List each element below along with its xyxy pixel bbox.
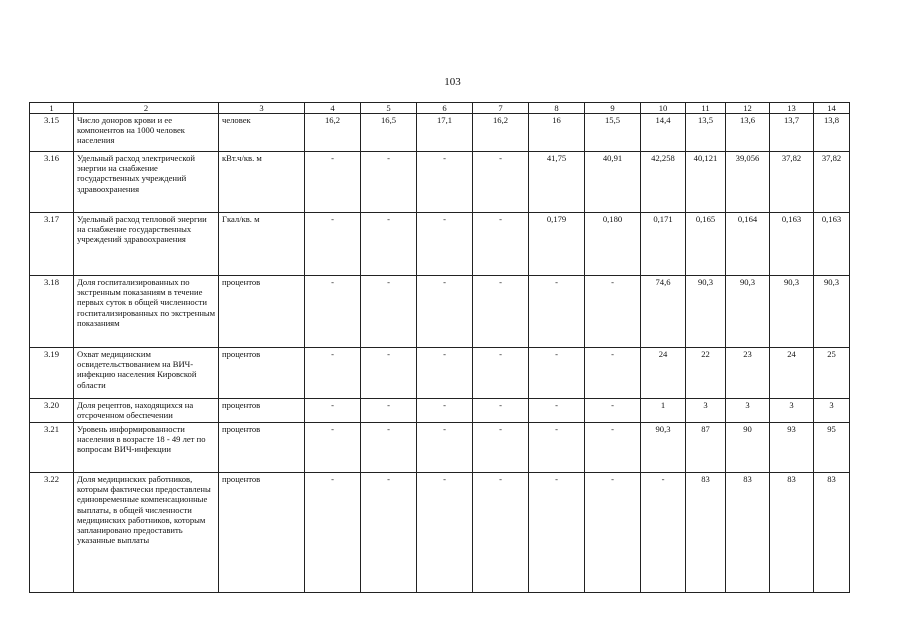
indicator-value: 0,165 <box>686 213 726 276</box>
indicator-value: - <box>361 213 417 276</box>
indicator-value: - <box>585 473 641 593</box>
indicator-value: - <box>305 152 361 213</box>
indicator-value: - <box>417 348 473 399</box>
table-row <box>30 114 850 152</box>
table-row <box>30 276 850 348</box>
indicator-value: 83 <box>726 473 770 593</box>
indicator-value: - <box>641 473 686 593</box>
indicator-name: Доля госпитализированных по экстренным показаниям в течение первых суток в общей численности госпитализированных по экстренным показаниям <box>74 276 219 348</box>
indicator-value: 3 <box>686 399 726 423</box>
indicator-value: - <box>473 276 529 348</box>
indicator-code: 3.15 <box>30 114 74 152</box>
indicator-value: 95 <box>814 423 850 473</box>
indicator-value: 25 <box>814 348 850 399</box>
indicator-code: 3.16 <box>30 152 74 213</box>
indicator-value: - <box>305 348 361 399</box>
indicator-value: - <box>417 473 473 593</box>
column-header: 14 <box>814 103 850 114</box>
column-header: 8 <box>529 103 585 114</box>
indicator-value: 0,171 <box>641 213 686 276</box>
indicator-value: - <box>585 399 641 423</box>
table-row <box>30 152 850 213</box>
table-row <box>30 423 850 473</box>
indicator-value: - <box>361 348 417 399</box>
indicator-value: 90,3 <box>814 276 850 348</box>
indicator-value: - <box>305 399 361 423</box>
indicator-code: 3.17 <box>30 213 74 276</box>
indicator-code: 3.18 <box>30 276 74 348</box>
indicator-value: - <box>585 423 641 473</box>
indicator-value: - <box>473 348 529 399</box>
indicator-value: 74,6 <box>641 276 686 348</box>
indicator-unit: человек <box>219 114 305 152</box>
indicator-value: 83 <box>686 473 726 593</box>
indicator-value: 93 <box>770 423 814 473</box>
indicator-value: 13,8 <box>814 114 850 152</box>
indicator-value: 24 <box>641 348 686 399</box>
indicator-value: 17,1 <box>417 114 473 152</box>
indicator-value: - <box>529 348 585 399</box>
indicator-value: - <box>361 276 417 348</box>
indicator-value: 90,3 <box>686 276 726 348</box>
indicator-unit: процентов <box>219 423 305 473</box>
indicator-value: 90,3 <box>770 276 814 348</box>
indicator-value: 13,6 <box>726 114 770 152</box>
indicator-name: Число доноров крови и ее компонентов на 1000 человек населения <box>74 114 219 152</box>
indicator-value: 16,5 <box>361 114 417 152</box>
indicator-name: Удельный расход электрической энергии на снабжение государственных учреждений здравоохранения <box>74 152 219 213</box>
indicator-value: 0,164 <box>726 213 770 276</box>
indicator-value: 87 <box>686 423 726 473</box>
column-header: 3 <box>219 103 305 114</box>
indicator-name: Удельный расход тепловой энергии на снабжение государственных учреждений здравоохранения <box>74 213 219 276</box>
column-header: 2 <box>74 103 219 114</box>
indicator-code: 3.20 <box>30 399 74 423</box>
indicator-value: 16,2 <box>473 114 529 152</box>
indicator-value: 22 <box>686 348 726 399</box>
indicator-value: - <box>585 276 641 348</box>
indicator-value: - <box>585 348 641 399</box>
indicator-value: 13,7 <box>770 114 814 152</box>
indicator-code: 3.19 <box>30 348 74 399</box>
indicator-value: 24 <box>770 348 814 399</box>
indicator-code: 3.22 <box>30 473 74 593</box>
indicator-value: - <box>473 152 529 213</box>
indicator-value: 0,180 <box>585 213 641 276</box>
indicator-name: Уровень информированности населения в возрасте 18 - 49 лет по вопросам ВИЧ-инфекции <box>74 423 219 473</box>
column-header: 6 <box>417 103 473 114</box>
indicator-value: 40,121 <box>686 152 726 213</box>
column-header: 11 <box>686 103 726 114</box>
indicator-value: - <box>417 276 473 348</box>
indicator-value: - <box>529 276 585 348</box>
column-header: 7 <box>473 103 529 114</box>
indicator-value: 3 <box>770 399 814 423</box>
indicator-unit: Гкал/кв. м <box>219 213 305 276</box>
indicator-value: 1 <box>641 399 686 423</box>
indicator-unit: процентов <box>219 276 305 348</box>
indicator-value: 42,258 <box>641 152 686 213</box>
indicator-value: - <box>417 152 473 213</box>
column-header: 10 <box>641 103 686 114</box>
indicator-unit: процентов <box>219 348 305 399</box>
indicator-value: - <box>305 423 361 473</box>
indicator-value: - <box>305 213 361 276</box>
indicator-value: - <box>473 213 529 276</box>
indicator-value: 37,82 <box>770 152 814 213</box>
indicator-value: - <box>529 473 585 593</box>
indicator-value: 23 <box>726 348 770 399</box>
table-row <box>30 399 850 423</box>
indicator-unit: кВт.ч/кв. м <box>219 152 305 213</box>
indicator-value: 15,5 <box>585 114 641 152</box>
indicator-value: - <box>361 399 417 423</box>
indicator-value: - <box>529 399 585 423</box>
indicator-value: - <box>305 276 361 348</box>
indicator-value: - <box>305 473 361 593</box>
indicator-unit: процентов <box>219 473 305 593</box>
indicator-value: 13,5 <box>686 114 726 152</box>
column-header: 9 <box>585 103 641 114</box>
indicator-value: - <box>361 473 417 593</box>
indicator-value: - <box>361 152 417 213</box>
indicator-name: Охват медицинским освидетельствованием на ВИЧ-инфекцию населения Кировской области <box>74 348 219 399</box>
indicator-table <box>29 102 850 593</box>
column-header: 12 <box>726 103 770 114</box>
indicator-unit: процентов <box>219 399 305 423</box>
indicator-value: 40,91 <box>585 152 641 213</box>
column-header: 5 <box>361 103 417 114</box>
indicator-value: 0,163 <box>770 213 814 276</box>
column-header: 1 <box>30 103 74 114</box>
indicator-value: 90,3 <box>726 276 770 348</box>
table-row <box>30 213 850 276</box>
indicator-value: 90 <box>726 423 770 473</box>
indicator-value: - <box>473 399 529 423</box>
indicator-name: Доля медицинских работников, которым фактически предоставлены единовременные компенсационные выплаты, в общей численности медицинских работников, которым запланировано предоставить указанные выплаты <box>74 473 219 593</box>
indicator-value: - <box>473 423 529 473</box>
indicator-value: 41,75 <box>529 152 585 213</box>
indicator-code: 3.21 <box>30 423 74 473</box>
indicator-name: Доля рецептов, находящихся на отсроченном обеспечении <box>74 399 219 423</box>
indicator-value: 83 <box>814 473 850 593</box>
indicator-value: 37,82 <box>814 152 850 213</box>
indicator-value: - <box>361 423 417 473</box>
indicator-value: 0,179 <box>529 213 585 276</box>
indicator-value: 39,056 <box>726 152 770 213</box>
indicator-value: 0,163 <box>814 213 850 276</box>
indicator-value: 16 <box>529 114 585 152</box>
indicator-value: 16,2 <box>305 114 361 152</box>
column-header: 13 <box>770 103 814 114</box>
indicator-value: 14,4 <box>641 114 686 152</box>
indicator-value: - <box>417 213 473 276</box>
indicator-value: 90,3 <box>641 423 686 473</box>
indicator-value: 3 <box>814 399 850 423</box>
header-row <box>30 103 850 114</box>
indicator-value: - <box>417 423 473 473</box>
indicator-value: - <box>473 473 529 593</box>
indicator-value: - <box>529 423 585 473</box>
column-header: 4 <box>305 103 361 114</box>
indicator-value: - <box>417 399 473 423</box>
table-row <box>30 348 850 399</box>
table-row <box>30 473 850 593</box>
page-number: 103 <box>444 76 461 88</box>
indicator-value: 3 <box>726 399 770 423</box>
indicator-value: 83 <box>770 473 814 593</box>
